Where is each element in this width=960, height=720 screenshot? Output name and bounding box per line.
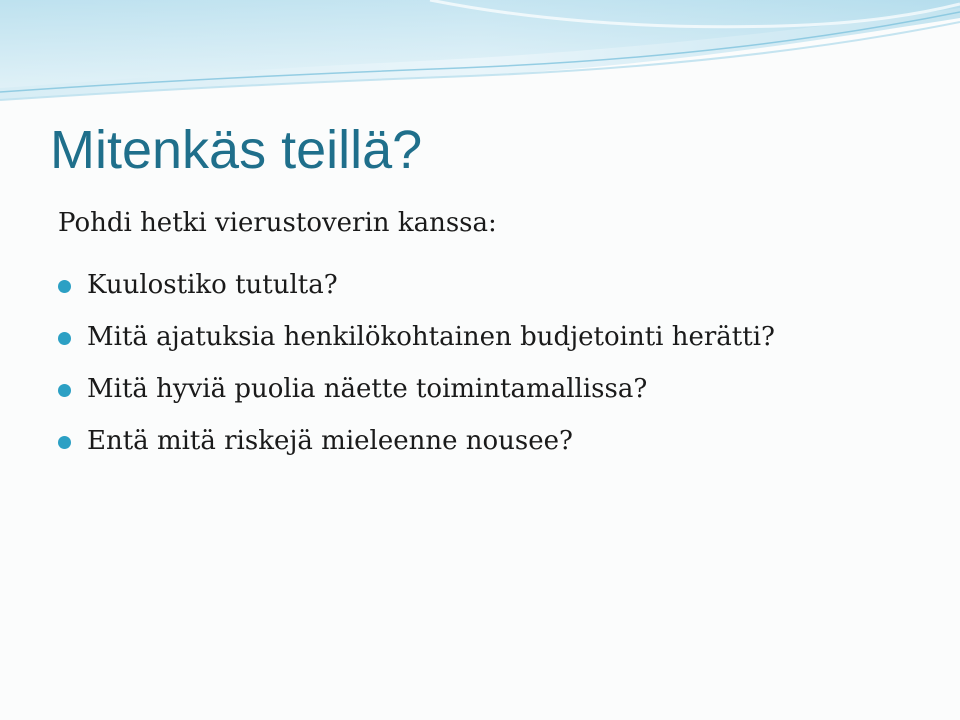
- slide-title: Mitenkäs teillä?: [50, 120, 423, 180]
- bullet-text: Mitä hyviä puolia näette toimintamallissa?: [87, 374, 648, 405]
- intro-text: Pohdi hetki vierustoverin kanssa:: [58, 208, 497, 238]
- bullet-icon: [58, 280, 71, 293]
- bullet-item: [58, 260, 775, 312]
- bullet-icon: [58, 436, 71, 449]
- bullet-item: [58, 416, 775, 468]
- bullet-text: Entä mitä riskejä mieleenne nousee?: [87, 426, 573, 457]
- bullet-item: [58, 312, 775, 364]
- bullet-text: Kuulostiko tutulta?: [87, 270, 338, 301]
- header-wave-decoration: [0, 0, 960, 110]
- bullet-list: [58, 260, 775, 468]
- bullet-icon: [58, 384, 71, 397]
- bullet-text: Mitä ajatuksia henkilökohtainen budjetointi herätti?: [87, 322, 775, 353]
- bullet-icon: [58, 332, 71, 345]
- bullet-item: [58, 364, 775, 416]
